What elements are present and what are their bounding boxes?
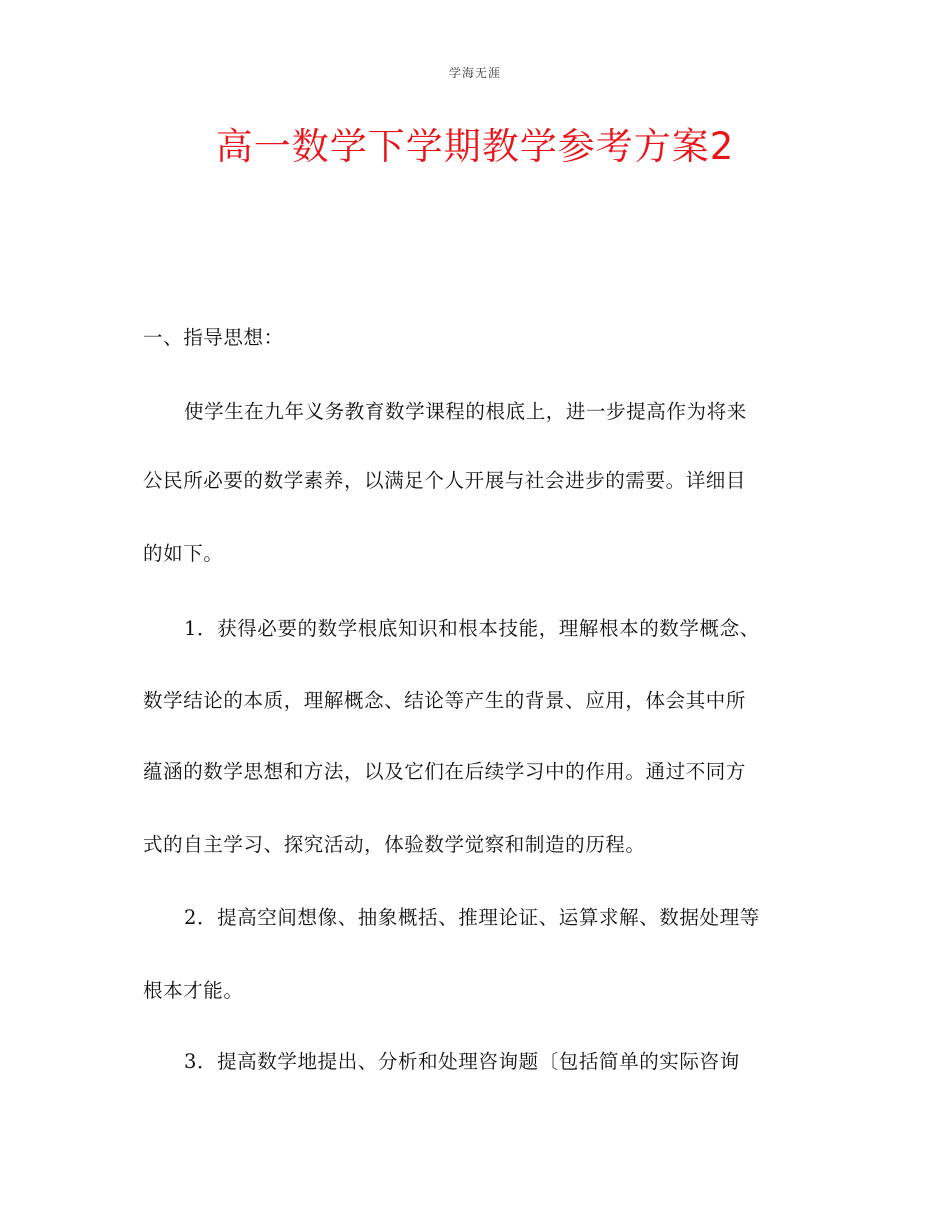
paragraph-line: 使学生在九年义务教育数学课程的根底上，进一步提高作为将来: [184, 400, 747, 423]
paragraph-line: 公民所必要的数学素养，以满足个人开展与社会进步的需要。详细目: [143, 469, 747, 492]
paragraph-line: 1．获得必要的数学根底知识和根本技能，理解根本的数学概念、: [184, 617, 760, 640]
paragraph-line: 数学结论的本质，理解概念、结论等产生的背景、应用，体会其中所: [143, 689, 747, 712]
paragraph-line: 3．提高数学地提出、分析和处理咨询题〔包括简单的实际咨询: [184, 1050, 740, 1073]
paragraph-line: 式的自主学习、探究活动，体验数学觉察和制造的历程。: [143, 833, 646, 856]
section-heading: 一、指导思想：: [143, 326, 284, 349]
paragraph-line: 2．提高空间想像、抽象概括、推理论证、运算求解、数据处理等: [184, 906, 760, 929]
paragraph-line: 的如下。: [143, 542, 224, 565]
document-title: 高一数学下学期教学参考方案2: [215, 125, 735, 168]
paragraph-line: 根本才能。: [143, 979, 244, 1002]
page-header: 学海无涯: [448, 66, 501, 80]
paragraph-line: 蕴涵的数学思想和方法，以及它们在后续学习中的作用。通过不同方: [143, 760, 747, 783]
